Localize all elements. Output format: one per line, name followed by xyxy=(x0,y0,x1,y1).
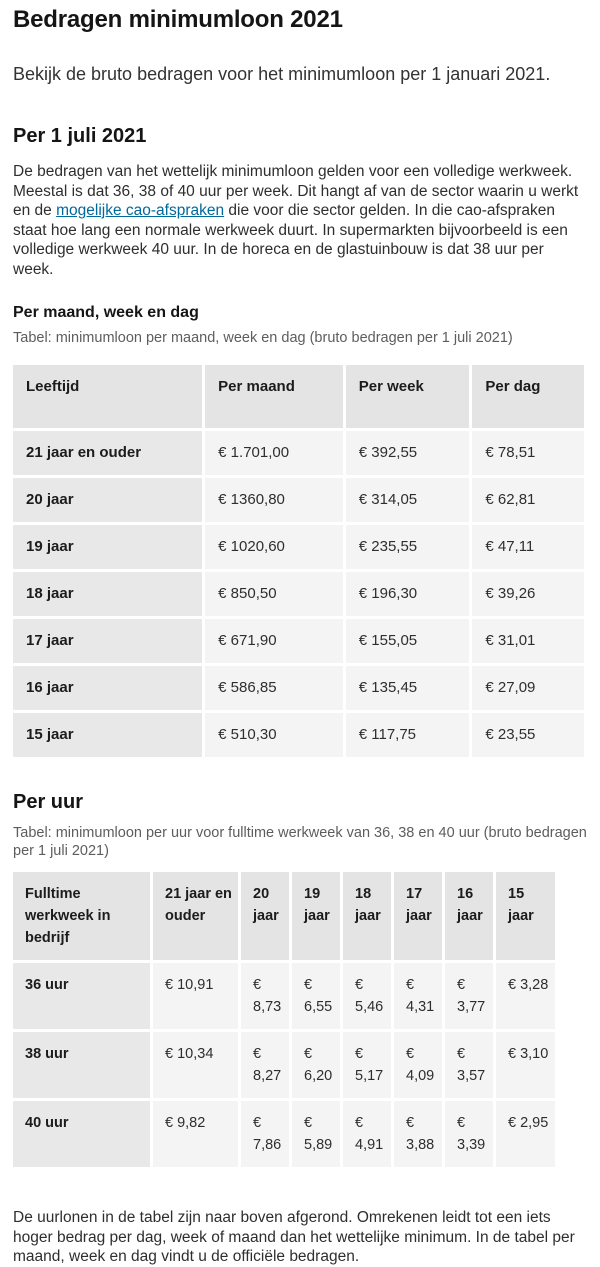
value-cell: € 6,20 xyxy=(292,1032,340,1098)
value-cell: € 1020,60 xyxy=(205,525,343,569)
column-header-21-jaar-en-ouder: 21 jaar en ouder xyxy=(153,872,238,960)
july-paragraph-after-link: die voor die sector gelden. In die cao-afspraken staat hoe lang een normale werkweek duurt. In supermarkten bijvoorbeeld is een volledige werkweek 40 uur. In de horeca en de glastuinbouw is dat 38 uur per week. xyxy=(13,202,568,278)
value-cell: € 117,75 xyxy=(346,713,470,757)
value-cell: € 510,30 xyxy=(205,713,343,757)
value-cell: € 3,57 xyxy=(445,1032,493,1098)
value-cell: € 5,46 xyxy=(343,963,391,1029)
value-cell: € 7,86 xyxy=(241,1101,289,1167)
table-row xyxy=(13,1032,555,1098)
row-header: 15 jaar xyxy=(13,713,202,757)
column-header-18-jaar: 18 jaar xyxy=(343,872,391,960)
value-cell: € 62,81 xyxy=(472,478,584,522)
value-cell: € 135,45 xyxy=(346,666,470,710)
column-header-per-maand: Per maand xyxy=(205,365,343,428)
value-cell: € 8,73 xyxy=(241,963,289,1029)
value-cell: € 155,05 xyxy=(346,619,470,663)
heading-per-maand-week-dag: Per maand, week en dag xyxy=(13,304,199,321)
value-cell: € 850,50 xyxy=(205,572,343,616)
value-cell: € 235,55 xyxy=(346,525,470,569)
monthly-table-caption: Tabel: minimumloon per maand, week en dag (bruto bedragen per 1 juli 2021) xyxy=(13,330,513,346)
row-header: 40 uur xyxy=(13,1101,150,1167)
value-cell: € 671,90 xyxy=(205,619,343,663)
row-header: 17 jaar xyxy=(13,619,202,663)
row-header: 18 jaar xyxy=(13,572,202,616)
value-cell: € 6,55 xyxy=(292,963,340,1029)
value-cell: € 10,91 xyxy=(153,963,238,1029)
row-header: 16 jaar xyxy=(13,666,202,710)
cao-afspraken-link[interactable]: mogelijke cao-afspraken xyxy=(56,202,225,219)
heading-per-uur: Per uur xyxy=(13,791,84,813)
value-cell: € 3,28 xyxy=(496,963,555,1029)
column-header-per-week: Per week xyxy=(346,365,470,428)
row-header: 20 jaar xyxy=(13,478,202,522)
row-header: 21 jaar en ouder xyxy=(13,431,202,475)
value-cell: € 196,30 xyxy=(346,572,470,616)
value-cell: € 31,01 xyxy=(472,619,584,663)
page-title: Bedragen minimumloon 2021 xyxy=(13,6,343,33)
value-cell: € 314,05 xyxy=(346,478,470,522)
footer-note: De uurlonen in de tabel zijn naar boven afgerond. Omrekenen leidt tot een iets hoger bedrag per dag, week of maand dan het wettelijke minimum. In de tabel per maand, week en dag vindt u de officiële bedragen. xyxy=(13,1209,575,1265)
value-cell: € 4,91 xyxy=(343,1101,391,1167)
table-row xyxy=(13,1101,555,1167)
july-paragraph xyxy=(13,162,587,279)
value-cell: € 392,55 xyxy=(346,431,470,475)
value-cell: € 586,85 xyxy=(205,666,343,710)
hourly-table xyxy=(10,869,558,1170)
row-header: 36 uur xyxy=(13,963,150,1029)
column-header-19-jaar: 19 jaar xyxy=(292,872,340,960)
column-header-fulltime-werkweek: Fulltime werkweek in bedrijf xyxy=(13,872,150,960)
july-paragraph-before-link: De bedragen van het wettelijk minimumloon gelden voor een volledige werkweek. Meestal is dat 36, 38 of 40 uur per week. Dit hangt af van de sector waarin u werkt en de xyxy=(13,163,579,219)
value-cell: € 5,17 xyxy=(343,1032,391,1098)
value-cell: € 4,09 xyxy=(394,1032,442,1098)
value-cell: € 78,51 xyxy=(472,431,584,475)
column-header-per-dag: Per dag xyxy=(472,365,584,428)
row-header: 38 uur xyxy=(13,1032,150,1098)
heading-per-1-juli-2021: Per 1 juli 2021 xyxy=(13,125,147,147)
value-cell: € 1360,80 xyxy=(205,478,343,522)
value-cell: € 2,95 xyxy=(496,1101,555,1167)
column-header-16-jaar: 16 jaar xyxy=(445,872,493,960)
row-header: 19 jaar xyxy=(13,525,202,569)
value-cell: € 3,77 xyxy=(445,963,493,1029)
column-header-15-jaar: 15 jaar xyxy=(496,872,555,960)
table-row xyxy=(13,713,584,757)
table-row xyxy=(13,525,584,569)
value-cell: € 3,39 xyxy=(445,1101,493,1167)
column-header-leeftijd: Leeftijd xyxy=(13,365,202,428)
value-cell: € 3,88 xyxy=(394,1101,442,1167)
table-row xyxy=(13,478,584,522)
intro-text: Bekijk de bruto bedragen voor het minimumloon per 1 januari 2021. xyxy=(13,64,551,84)
hourly-table-caption: Tabel: minimumloon per uur voor fulltime werkweek van 36, 38 en 40 uur (bruto bedragen per 1 juli 2021) xyxy=(13,825,587,859)
value-cell: € 8,27 xyxy=(241,1032,289,1098)
value-cell: € 5,89 xyxy=(292,1101,340,1167)
column-header-20-jaar: 20 jaar xyxy=(241,872,289,960)
value-cell: € 4,31 xyxy=(394,963,442,1029)
value-cell: € 23,55 xyxy=(472,713,584,757)
table-row xyxy=(13,431,584,475)
value-cell: € 10,34 xyxy=(153,1032,238,1098)
table-row xyxy=(13,963,555,1029)
monthly-table-header-row xyxy=(13,365,584,428)
hourly-table-header-row xyxy=(13,872,555,960)
table-row xyxy=(13,666,584,710)
column-header-17-jaar: 17 jaar xyxy=(394,872,442,960)
table-row xyxy=(13,619,584,663)
table-row xyxy=(13,572,584,616)
value-cell: € 1.701,00 xyxy=(205,431,343,475)
value-cell: € 9,82 xyxy=(153,1101,238,1167)
value-cell: € 39,26 xyxy=(472,572,584,616)
value-cell: € 27,09 xyxy=(472,666,584,710)
monthly-table xyxy=(10,362,587,760)
value-cell: € 47,11 xyxy=(472,525,584,569)
value-cell: € 3,10 xyxy=(496,1032,555,1098)
